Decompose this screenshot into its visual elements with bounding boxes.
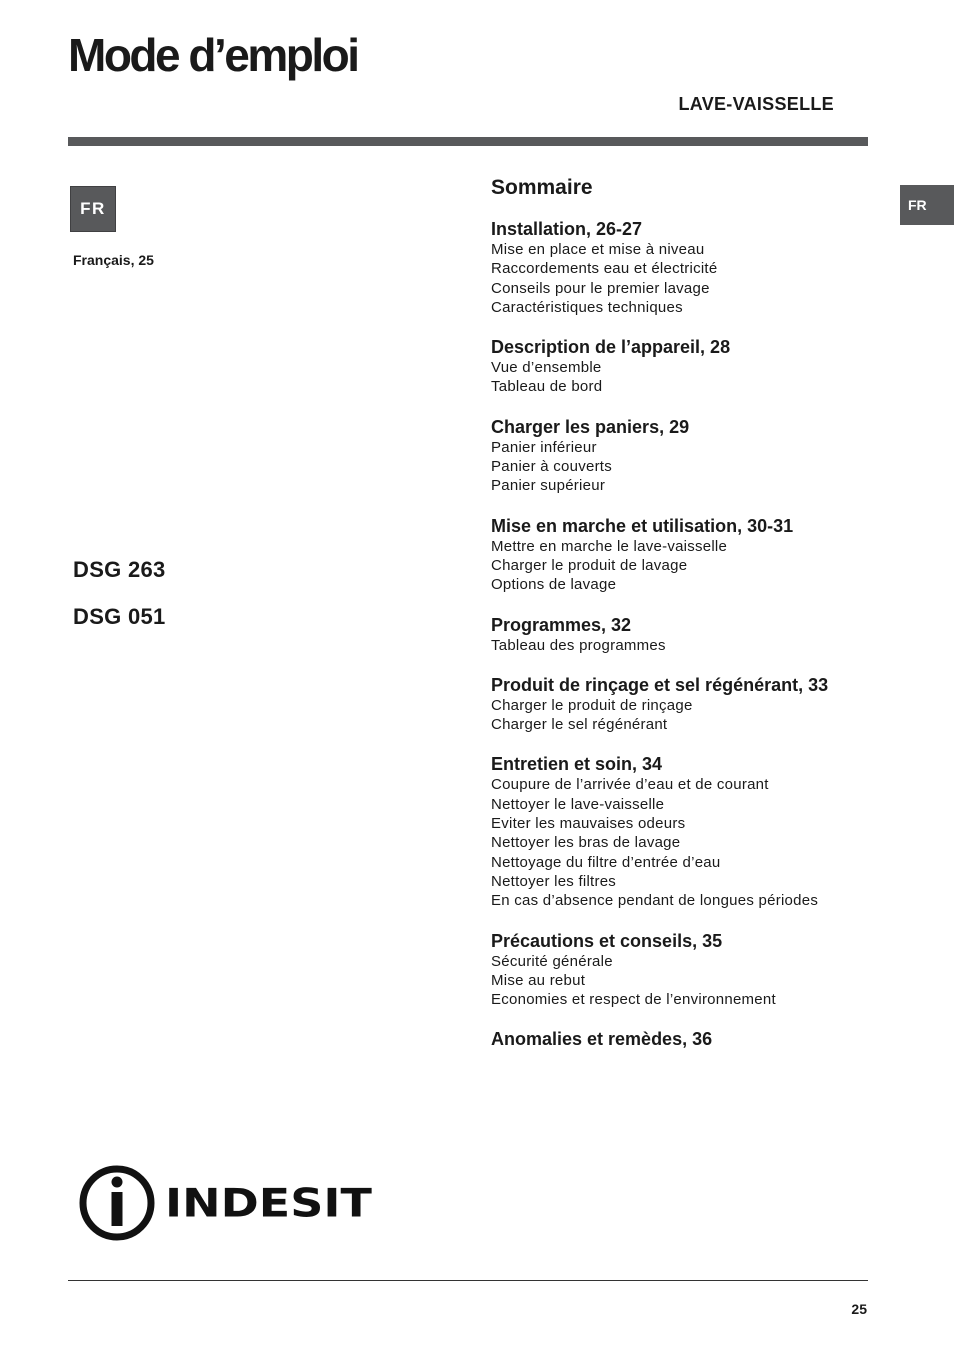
toc-item: Charger le produit de lavage (491, 556, 688, 574)
toc-item: Mettre en marche le lave-vaisselle (491, 537, 728, 555)
toc-section-title: Anomalies et remèdes, 36 (491, 1029, 713, 1050)
toc-section (491, 417, 891, 496)
toc-item: Nettoyage du filtre d’entrée d’eau (491, 853, 721, 871)
language-index: Français, 25 (73, 252, 154, 268)
toc-item: Economies et respect de l’environnement (491, 991, 776, 1009)
toc-section-title: Programmes, 32 (491, 614, 632, 635)
toc-item: Charger le produit de rinçage (491, 696, 693, 714)
toc-item: En cas d’absence pendant de longues périodes (491, 892, 819, 910)
page-number: 25 (851, 1301, 867, 1317)
footer-divider (68, 1280, 868, 1281)
toc-item: Mise au rebut (491, 971, 586, 989)
toc-section-title: Installation, 26-27 (491, 219, 643, 239)
toc-item: Panier à couverts (491, 458, 612, 476)
toc-section (491, 931, 891, 1010)
toc-section-title: Entretien et soin, 34 (491, 754, 663, 775)
model-number: DSG 263 (73, 557, 166, 582)
toc-item: Nettoyer le lave-vaisselle (491, 795, 665, 813)
brand-i-icon (79, 1165, 155, 1241)
toc-item: Nettoyer les filtres (491, 872, 617, 890)
toc-section (491, 675, 891, 735)
toc-item: Caractéristiques techniques (491, 298, 683, 316)
toc-item: Nettoyer les bras de lavage (491, 834, 681, 852)
toc-section (491, 516, 891, 595)
toc-item: Raccordements eau et électricité (491, 260, 718, 278)
toc-item: Options de lavage (491, 576, 617, 594)
table-of-contents (491, 176, 891, 1070)
toc-item: Mise en place et mise à niveau (491, 241, 705, 258)
header-divider (68, 137, 868, 146)
language-badge: FR (70, 186, 116, 232)
page-title: Mode d’emploi (68, 29, 358, 81)
toc-item: Vue d’ensemble (491, 359, 602, 377)
toc-section (491, 219, 891, 317)
toc-section-title: Produit de rinçage et sel régénérant, 33 (491, 674, 829, 695)
brand-logo (79, 1165, 372, 1241)
toc-item: Eviter les mauvaises odeurs (491, 815, 686, 833)
model-number: DSG 051 (73, 604, 166, 629)
toc-section-title: Mise en marche et utilisation, 30-31 (491, 515, 794, 536)
toc-section (491, 337, 891, 397)
toc-section-title: Charger les paniers, 29 (491, 416, 690, 437)
brand-name: INDESIT (165, 1180, 372, 1226)
toc-section-title: Description de l’appareil, 28 (491, 337, 731, 358)
toc-heading: Sommaire (491, 176, 593, 199)
toc-item: Sécurité générale (491, 952, 613, 970)
toc-item: Tableau de bord (491, 378, 603, 396)
toc-section-title: Précautions et conseils, 35 (491, 930, 723, 951)
toc-item: Panier inférieur (491, 438, 597, 456)
toc-section (491, 754, 891, 910)
toc-section (491, 1029, 891, 1050)
toc-item: Charger le sel régénérant (491, 716, 668, 734)
toc-item: Tableau des programmes (491, 636, 666, 654)
document-type: LAVE-VAISSELLE (678, 94, 834, 114)
toc-item: Panier supérieur (491, 477, 606, 495)
side-language-tab: FR (900, 185, 954, 225)
toc-item: Coupure de l’arrivée d’eau et de courant (491, 776, 769, 794)
toc-item: Conseils pour le premier lavage (491, 279, 710, 297)
toc-section (491, 615, 891, 655)
